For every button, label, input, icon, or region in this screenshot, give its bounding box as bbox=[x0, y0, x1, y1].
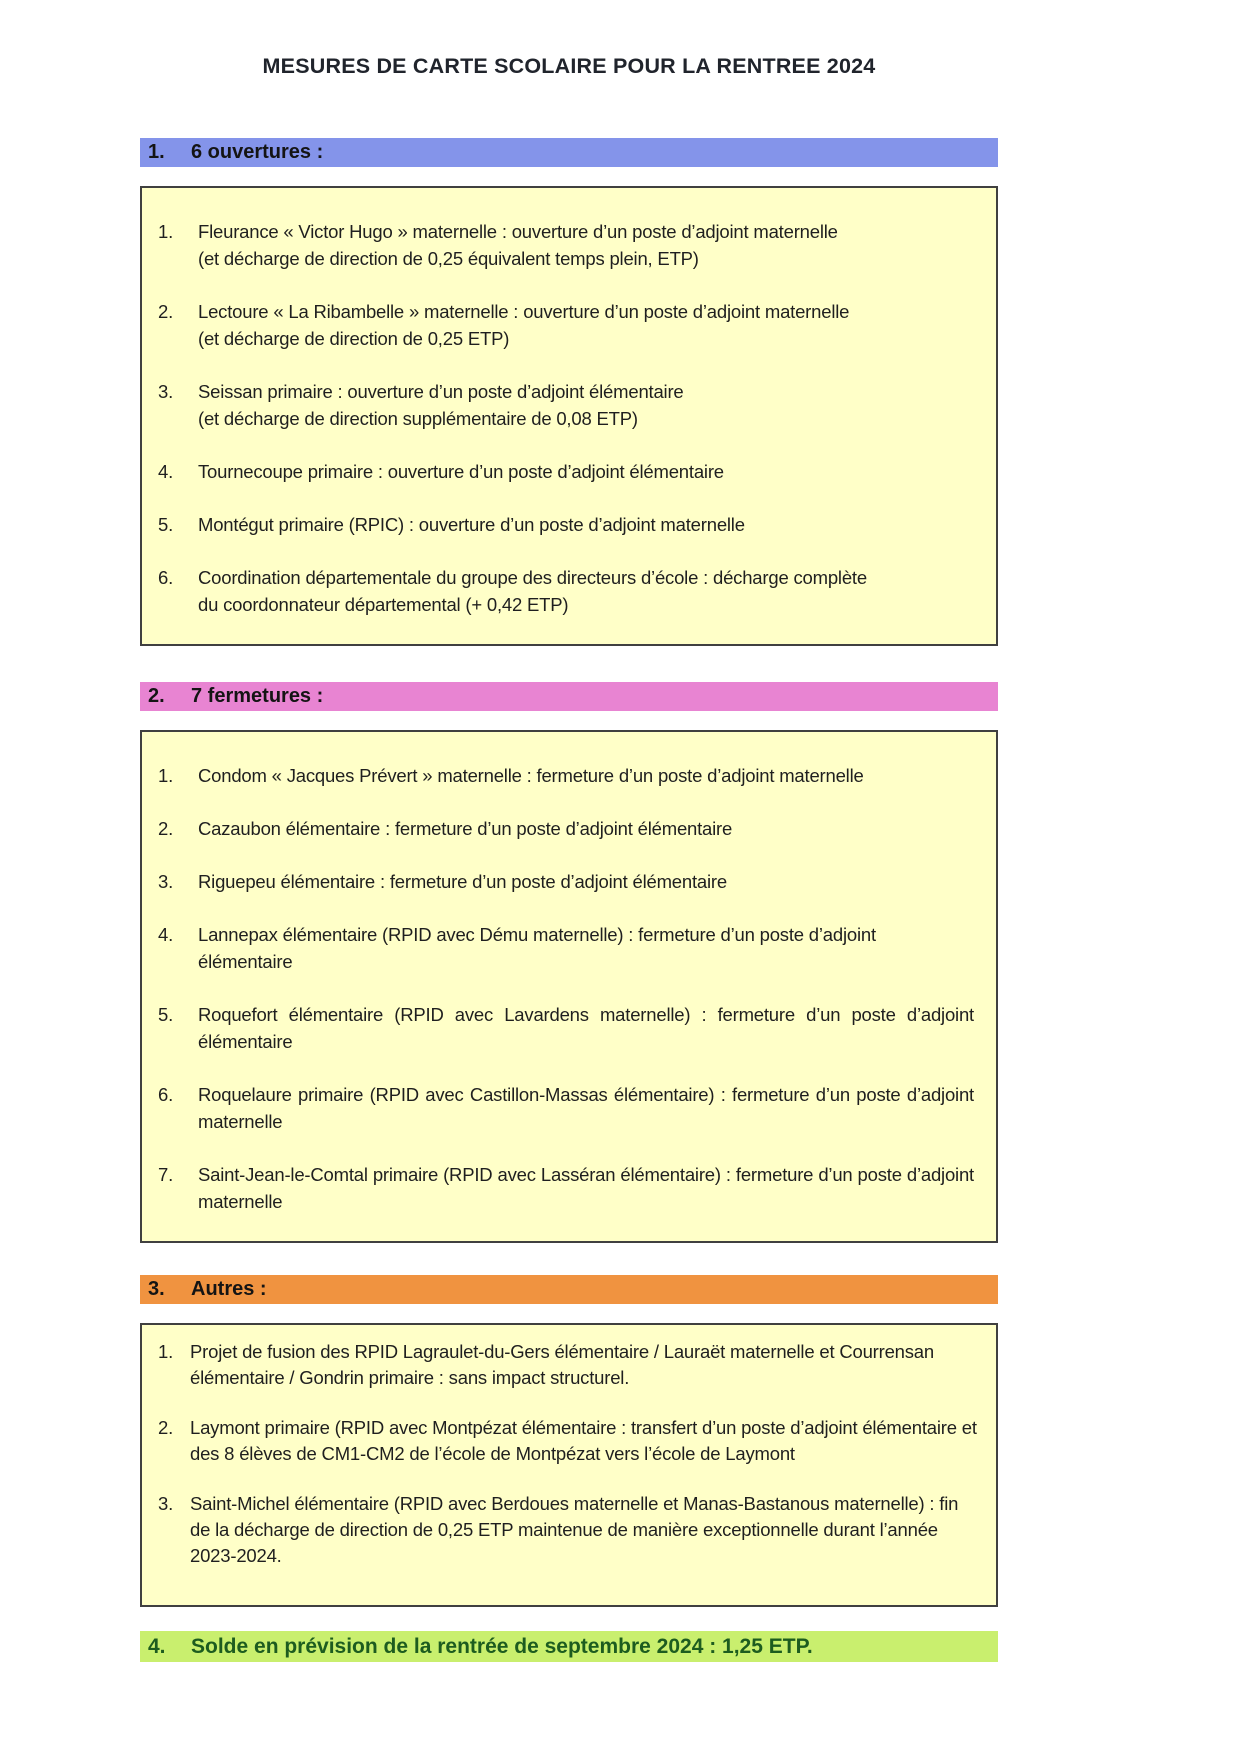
section-bar-ouvertures bbox=[140, 138, 998, 167]
list-item bbox=[154, 1339, 982, 1391]
list-item bbox=[154, 762, 976, 789]
item-number: 6. bbox=[158, 567, 174, 588]
item-text bbox=[198, 298, 976, 352]
item-number: 2. bbox=[158, 301, 174, 322]
item-number: 1. bbox=[158, 1341, 174, 1362]
item-line: Lectoure « La Ribambelle » maternelle : ouverture d’un poste d’adjoint maternelle bbox=[198, 301, 850, 322]
item-text: Condom « Jacques Prévert » maternelle : fermeture d’un poste d’adjoint maternelle bbox=[198, 765, 864, 786]
list-item bbox=[154, 815, 976, 842]
section-number: 2. bbox=[148, 685, 165, 707]
item-text: Laymont primaire (RPID avec Montpézat élémentaire : transfert d’un poste d’adjoint élémentaire et des 8 élèves de CM1-CM2 de l’école de Montpézat vers l’école de Laymont bbox=[190, 1417, 977, 1464]
list-item bbox=[154, 298, 976, 352]
item-number: 3. bbox=[158, 871, 174, 892]
item-text: Riguepeu élémentaire : fermeture d’un poste d’adjoint élémentaire bbox=[198, 871, 727, 892]
list-item bbox=[154, 564, 976, 618]
list-item bbox=[154, 921, 976, 975]
list-item bbox=[154, 1001, 976, 1055]
item-text bbox=[198, 458, 976, 485]
section-number: 3. bbox=[148, 1278, 165, 1300]
item-number: 3. bbox=[158, 1493, 174, 1514]
list-item bbox=[154, 511, 976, 538]
section-heading: 6 ouvertures : bbox=[191, 141, 324, 163]
item-number: 1. bbox=[158, 765, 174, 786]
item-number: 5. bbox=[158, 514, 174, 535]
document-title: MESURES DE CARTE SCOLAIRE POUR LA RENTREE 2024 bbox=[262, 54, 876, 78]
list-item bbox=[154, 458, 976, 485]
section-bar-autres bbox=[140, 1275, 998, 1304]
item-text bbox=[198, 378, 976, 432]
document-page bbox=[140, 0, 998, 1662]
item-number: 4. bbox=[158, 924, 174, 945]
item-number: 2. bbox=[158, 1417, 174, 1438]
item-number: 2. bbox=[158, 818, 174, 839]
item-number: 3. bbox=[158, 381, 174, 402]
item-line: Seissan primaire : ouverture d’un poste d’adjoint élémentaire bbox=[198, 381, 684, 402]
item-number: 7. bbox=[158, 1164, 174, 1185]
item-text: Roquelaure primaire (RPID avec Castillon-Massas élémentaire) : fermeture d’un poste d’adjoint maternelle bbox=[198, 1084, 974, 1132]
item-line: Fleurance « Victor Hugo » maternelle : ouverture d’un poste d’adjoint maternelle bbox=[198, 221, 838, 242]
item-text: Saint-Michel élémentaire (RPID avec Berdoues maternelle et Manas-Bastanous maternelle) : fin de la décharge de direction de 0,25 ETP maintenue de manière exceptionnelle durant l’année 2023-2024. bbox=[190, 1493, 959, 1566]
balance-text: Solde en prévision de la rentrée de septembre 2024 : 1,25 ETP. bbox=[191, 1634, 813, 1658]
item-line: Tournecoupe primaire : ouverture d’un poste d’adjoint élémentaire bbox=[198, 461, 724, 482]
list-item bbox=[154, 1081, 976, 1135]
list-item bbox=[154, 378, 976, 432]
ouvertures-box bbox=[140, 186, 998, 646]
item-number: 5. bbox=[158, 1004, 174, 1025]
item-text bbox=[198, 564, 976, 618]
item-line: (et décharge de direction de 0,25 ETP) bbox=[198, 328, 510, 349]
item-text bbox=[198, 218, 976, 272]
list-item bbox=[154, 1161, 976, 1215]
list-item bbox=[154, 218, 976, 272]
item-line: du coordonnateur départemental (+ 0,42 ETP) bbox=[198, 594, 569, 615]
item-number: 1. bbox=[158, 221, 174, 242]
list-item bbox=[154, 1415, 982, 1467]
item-text: Projet de fusion des RPID Lagraulet-du-Gers élémentaire / Lauraët maternelle et Courrensan élémentaire / Gondrin primaire : sans impact structurel. bbox=[190, 1341, 934, 1388]
item-text: Lannepax élémentaire (RPID avec Dému maternelle) : fermeture d’un poste d’adjoint élémentaire bbox=[198, 924, 876, 972]
list-item bbox=[154, 868, 976, 895]
item-line: Montégut primaire (RPIC) : ouverture d’un poste d’adjoint maternelle bbox=[198, 514, 745, 535]
balance-bar bbox=[140, 1631, 998, 1662]
balance-number: 4. bbox=[148, 1634, 166, 1658]
item-line: Coordination départementale du groupe des directeurs d’école : décharge complète bbox=[198, 567, 867, 588]
item-line: (et décharge de direction supplémentaire de 0,08 ETP) bbox=[198, 408, 638, 429]
item-line: (et décharge de direction de 0,25 équivalent temps plein, ETP) bbox=[198, 248, 699, 269]
item-number: 4. bbox=[158, 461, 174, 482]
section-heading: 7 fermetures : bbox=[191, 685, 324, 707]
item-text: Roquefort élémentaire (RPID avec Lavardens maternelle) : fermeture d’un poste d’adjoint élémentaire bbox=[198, 1004, 974, 1052]
list-item bbox=[154, 1491, 982, 1569]
fermetures-box bbox=[140, 730, 998, 1243]
autres-box bbox=[140, 1323, 998, 1607]
item-text bbox=[198, 511, 976, 538]
item-text: Cazaubon élémentaire : fermeture d’un poste d’adjoint élémentaire bbox=[198, 818, 733, 839]
section-bar-fermetures bbox=[140, 682, 998, 711]
section-number: 1. bbox=[148, 141, 165, 163]
item-number: 6. bbox=[158, 1084, 174, 1105]
section-heading: Autres : bbox=[191, 1278, 267, 1300]
item-text: Saint-Jean-le-Comtal primaire (RPID avec Lasséran élémentaire) : fermeture d’un poste d’adjoint maternelle bbox=[198, 1164, 974, 1212]
